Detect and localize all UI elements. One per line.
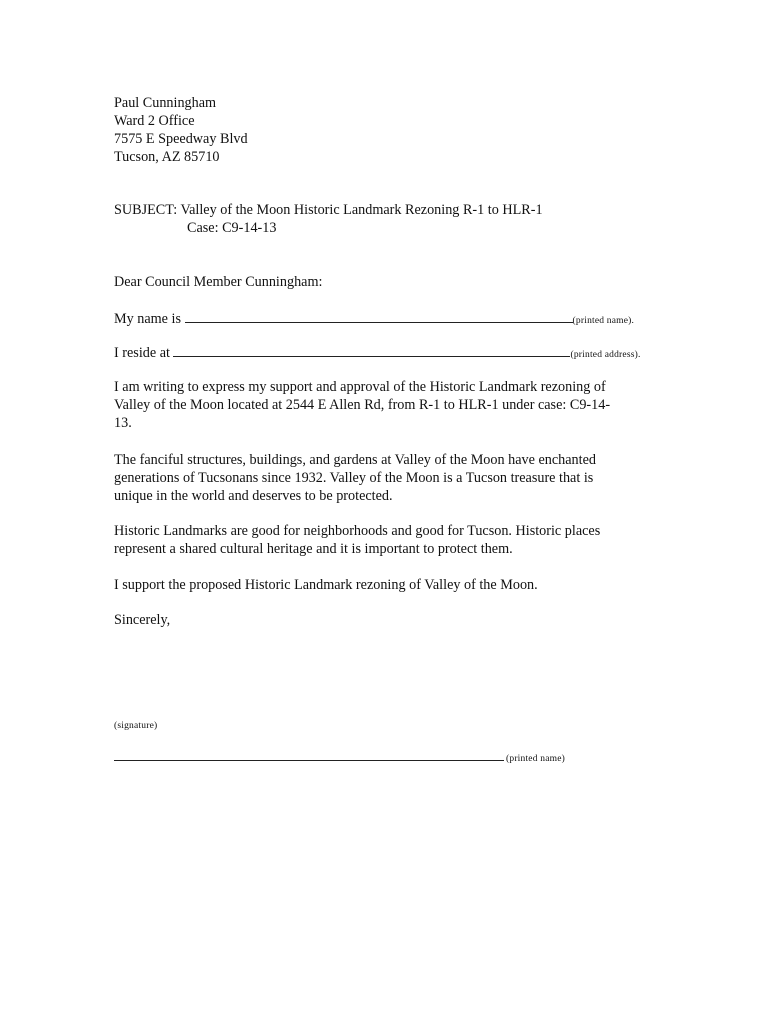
address-field-row [114, 343, 641, 364]
paragraph-line: Historic Landmarks are good for neighborhoods and good for Tucson. Historic places [114, 523, 601, 539]
salutation: Dear Council Member Cunningham: [114, 274, 323, 290]
signature-hint: (signature) [114, 721, 158, 731]
paragraph-line: Valley of the Moon located at 2544 E Allen Rd, from R-1 to HLR-1 under case: C9-14- [114, 397, 611, 413]
paragraph-closing-statement [114, 576, 654, 594]
address-hint: (printed address). [570, 350, 641, 360]
closing: Sincerely, [114, 612, 171, 628]
paragraph-line: 13. [114, 415, 132, 431]
sender-name: Paul Cunningham [114, 95, 217, 111]
subject-line: SUBJECT: Valley of the Moon Historic Landmark Rezoning R-1 to HLR-1 [114, 202, 543, 218]
name-field-row [114, 309, 634, 330]
paragraph-support [114, 378, 654, 432]
sender-office: Ward 2 Office [114, 113, 195, 129]
printed-name-blank-line[interactable] [114, 760, 504, 761]
name-label: My name is [114, 311, 181, 327]
subject-case: Case: C9-14-13 [187, 220, 277, 236]
sender-street: 7575 E Speedway Blvd [114, 131, 248, 147]
paragraph-landmarks [114, 522, 654, 558]
paragraph-line: generations of Tucsonans since 1932. Valley of the Moon is a Tucson treasure that is [114, 470, 594, 486]
printed-name-hint: (printed name) [506, 754, 565, 764]
paragraph-line: unique in the world and deserves to be protected. [114, 488, 393, 504]
paragraph-history [114, 451, 654, 505]
paragraph-line: The fanciful structures, buildings, and gardens at Valley of the Moon have enchanted [114, 452, 596, 468]
address-blank-line[interactable] [173, 343, 570, 357]
address-label: I reside at [114, 345, 170, 361]
name-hint: (printed name). [572, 316, 635, 326]
name-blank-line[interactable] [185, 309, 573, 323]
paragraph-line: represent a shared cultural heritage and it is important to protect them. [114, 541, 513, 557]
paragraph-line: I support the proposed Historic Landmark rezoning of Valley of the Moon. [114, 577, 538, 593]
sender-city: Tucson, AZ 85710 [114, 149, 220, 165]
paragraph-line: I am writing to express my support and approval of the Historic Landmark rezoning of [114, 379, 606, 395]
